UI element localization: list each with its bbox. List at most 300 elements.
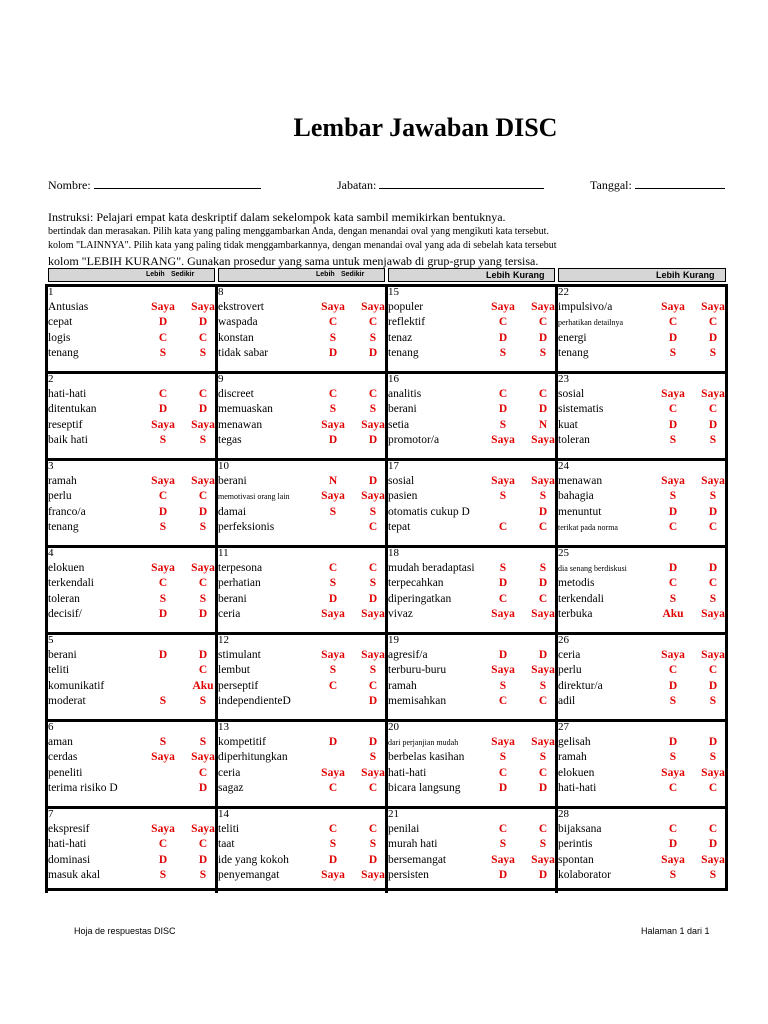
group-number: 1: [48, 286, 54, 298]
more-answer[interactable]: S: [669, 490, 677, 503]
less-answer[interactable]: D: [708, 736, 718, 748]
less-answer[interactable]: C: [538, 316, 548, 329]
more-answer[interactable]: D: [498, 403, 508, 416]
descriptor-word: ditentukan: [48, 403, 97, 416]
more-answer[interactable]: D: [668, 562, 678, 574]
less-answer[interactable]: C: [538, 388, 548, 400]
descriptor-word: menuntut: [558, 505, 602, 518]
word-row: [48, 822, 215, 837]
more-answer[interactable]: D: [158, 853, 168, 866]
less-answer[interactable]: D: [538, 331, 548, 344]
less-answer[interactable]: S: [709, 592, 717, 605]
more-answer[interactable]: S: [669, 346, 677, 359]
more-answer[interactable]: S: [159, 346, 167, 359]
word-row: [388, 474, 555, 489]
descriptor-word: vivaz: [388, 607, 413, 620]
more-answer[interactable]: S: [159, 520, 167, 533]
less-answer[interactable]: C: [708, 520, 718, 533]
more-answer[interactable]: D: [158, 316, 168, 329]
less-answer[interactable]: Saya: [701, 475, 725, 487]
more-answer[interactable]: D: [328, 433, 338, 446]
more-answer[interactable]: D: [498, 649, 508, 661]
word-row: [48, 679, 215, 694]
less-answer[interactable]: D: [198, 781, 208, 794]
less-answer[interactable]: D: [198, 316, 208, 329]
more-answer[interactable]: S: [159, 592, 167, 605]
more-answer[interactable]: S: [159, 433, 167, 446]
instructions: [48, 210, 728, 268]
less-answer[interactable]: Saya: [531, 664, 555, 677]
more-answer[interactable]: D: [498, 868, 508, 881]
less-answer[interactable]: Saya: [531, 475, 555, 487]
more-answer[interactable]: Saya: [321, 868, 345, 881]
more-answer[interactable]: D: [668, 736, 678, 748]
group-cell: [555, 458, 725, 545]
jabatan-label: Jabatan:: [337, 178, 377, 192]
more-answer[interactable]: D: [328, 736, 338, 748]
group-number: 25: [558, 547, 569, 559]
more-answer[interactable]: S: [329, 505, 337, 518]
descriptor-word: masuk akal: [48, 868, 101, 881]
more-answer[interactable]: Saya: [151, 562, 175, 574]
more-answer[interactable]: S: [329, 838, 337, 851]
more-answer[interactable]: D: [158, 607, 168, 620]
descriptor-word: mudah beradaptasi: [388, 562, 475, 574]
descriptor-word: tegas: [218, 433, 242, 446]
word-row: [558, 576, 725, 591]
less-answer[interactable]: Saya: [361, 490, 385, 503]
less-answer[interactable]: S: [539, 679, 547, 692]
less-answer[interactable]: S: [539, 751, 547, 764]
more-answer[interactable]: Saya: [321, 490, 345, 503]
more-answer[interactable]: Saya: [491, 301, 515, 313]
group-number: 3: [48, 460, 54, 472]
more-answer[interactable]: C: [668, 403, 678, 416]
header-more: Lebih: [146, 271, 165, 278]
less-answer[interactable]: C: [538, 592, 548, 605]
descriptor-word: bahagia: [558, 490, 594, 503]
less-answer[interactable]: D: [708, 505, 718, 518]
less-answer[interactable]: C: [538, 766, 548, 779]
less-answer[interactable]: S: [199, 694, 207, 707]
more-answer[interactable]: C: [328, 388, 338, 400]
descriptor-word: toleran: [558, 433, 590, 446]
less-answer[interactable]: S: [539, 346, 547, 359]
more-answer[interactable]: C: [498, 388, 508, 400]
less-answer[interactable]: S: [709, 694, 717, 707]
more-answer[interactable]: Saya: [491, 736, 515, 748]
less-answer[interactable]: C: [198, 664, 208, 677]
less-answer[interactable]: N: [538, 418, 548, 431]
word-row: [218, 300, 385, 315]
more-answer[interactable]: D: [328, 592, 338, 605]
less-answer[interactable]: D: [538, 403, 548, 416]
more-answer[interactable]: C: [668, 781, 678, 794]
group-cell: [45, 284, 215, 371]
less-answer[interactable]: Saya: [191, 475, 215, 487]
word-row: [388, 520, 555, 535]
more-answer[interactable]: C: [158, 838, 168, 851]
descriptor-word: terikat pada norma: [558, 522, 618, 532]
less-answer[interactable]: Saya: [701, 649, 725, 661]
less-answer[interactable]: C: [198, 388, 208, 400]
less-answer[interactable]: S: [369, 664, 377, 677]
descriptor-word: reflektif: [388, 316, 426, 329]
more-answer[interactable]: C: [328, 562, 338, 574]
more-answer[interactable]: C: [158, 577, 168, 590]
less-answer[interactable]: Saya: [531, 301, 555, 313]
more-answer[interactable]: Saya: [321, 607, 345, 620]
word-row: [558, 679, 725, 694]
less-answer[interactable]: D: [198, 607, 208, 620]
more-answer[interactable]: S: [499, 490, 507, 503]
less-answer[interactable]: D: [368, 475, 378, 487]
more-answer[interactable]: Saya: [151, 475, 175, 487]
less-answer[interactable]: C: [538, 520, 548, 533]
less-answer[interactable]: Aku: [192, 679, 214, 692]
more-answer[interactable]: D: [498, 331, 508, 344]
more-answer[interactable]: Saya: [491, 853, 515, 866]
more-answer[interactable]: C: [668, 577, 678, 590]
more-answer[interactable]: S: [669, 751, 677, 764]
less-answer[interactable]: D: [368, 433, 378, 446]
more-answer[interactable]: Saya: [491, 433, 515, 446]
more-answer[interactable]: C: [328, 823, 338, 835]
more-answer[interactable]: Saya: [661, 301, 685, 313]
descriptor-word: Antusias: [48, 301, 89, 313]
less-answer[interactable]: D: [368, 853, 378, 866]
more-answer[interactable]: S: [159, 694, 167, 707]
group-number: 21: [388, 808, 399, 820]
more-answer[interactable]: S: [499, 346, 507, 359]
less-answer[interactable]: C: [368, 679, 378, 692]
less-answer[interactable]: C: [708, 316, 718, 329]
more-answer[interactable]: S: [329, 403, 337, 416]
less-answer[interactable]: C: [368, 823, 378, 835]
nombre-field[interactable]: [48, 176, 261, 193]
more-answer[interactable]: N: [328, 475, 338, 487]
less-answer[interactable]: D: [538, 577, 548, 590]
less-answer[interactable]: Saya: [361, 649, 385, 661]
less-answer[interactable]: D: [708, 679, 718, 692]
descriptor-word: diperhitungkan: [218, 751, 288, 764]
word-row: [388, 837, 555, 852]
less-answer[interactable]: D: [368, 346, 378, 359]
less-answer[interactable]: Saya: [191, 751, 215, 764]
more-answer[interactable]: S: [159, 736, 167, 748]
more-answer[interactable]: C: [328, 316, 338, 329]
less-answer[interactable]: Saya: [361, 607, 385, 620]
more-answer[interactable]: C: [498, 592, 508, 605]
more-answer[interactable]: S: [669, 868, 677, 881]
less-answer[interactable]: D: [708, 331, 718, 344]
less-answer[interactable]: C: [708, 664, 718, 677]
less-answer[interactable]: D: [538, 868, 548, 881]
less-answer[interactable]: S: [199, 868, 207, 881]
less-answer[interactable]: C: [538, 694, 548, 707]
less-answer[interactable]: Saya: [361, 418, 385, 431]
less-answer[interactable]: S: [709, 433, 717, 446]
less-answer[interactable]: D: [708, 838, 718, 851]
more-answer[interactable]: Saya: [321, 418, 345, 431]
more-answer[interactable]: D: [158, 649, 168, 661]
descriptor-word: impulsivo/a: [558, 301, 613, 313]
less-answer[interactable]: S: [539, 490, 547, 503]
descriptor-word: tenang: [48, 346, 79, 359]
less-answer[interactable]: C: [538, 823, 548, 835]
more-answer[interactable]: S: [499, 751, 507, 764]
more-answer[interactable]: C: [668, 316, 678, 329]
nombre-line[interactable]: [94, 176, 261, 189]
more-answer[interactable]: S: [329, 664, 337, 677]
more-answer[interactable]: D: [328, 853, 338, 866]
word-row: [388, 648, 555, 663]
more-answer[interactable]: S: [499, 838, 507, 851]
more-answer[interactable]: C: [158, 331, 168, 344]
more-answer[interactable]: S: [499, 562, 507, 574]
descriptor-word: energi: [558, 331, 587, 344]
less-answer[interactable]: Saya: [701, 766, 725, 779]
less-answer[interactable]: D: [538, 649, 548, 661]
group-cell: [385, 632, 555, 719]
more-answer[interactable]: C: [328, 781, 338, 794]
word-row: [558, 607, 725, 622]
more-answer[interactable]: Saya: [491, 475, 515, 487]
more-answer[interactable]: Saya: [661, 766, 685, 779]
jabatan-line[interactable]: [379, 176, 544, 189]
nombre-label: Nombre:: [48, 178, 91, 192]
descriptor-word: metodis: [558, 577, 595, 590]
less-answer[interactable]: C: [198, 838, 208, 851]
less-answer[interactable]: C: [198, 490, 208, 503]
more-answer[interactable]: Saya: [661, 649, 685, 661]
word-row: [48, 750, 215, 765]
less-answer[interactable]: D: [368, 736, 378, 748]
descriptor-word: independienteD: [218, 694, 291, 707]
more-answer[interactable]: C: [668, 664, 678, 677]
less-answer[interactable]: C: [708, 403, 718, 416]
descriptor-word: bijaksana: [558, 823, 602, 835]
less-answer[interactable]: C: [368, 388, 378, 400]
more-answer[interactable]: C: [158, 388, 168, 400]
descriptor-word: taat: [218, 838, 235, 851]
word-row: [388, 402, 555, 417]
word-row: [48, 402, 215, 417]
less-answer[interactable]: S: [199, 346, 207, 359]
less-answer[interactable]: S: [539, 838, 547, 851]
word-row: [48, 561, 215, 576]
less-answer[interactable]: D: [368, 694, 378, 707]
word-row: [388, 592, 555, 607]
less-answer[interactable]: C: [708, 577, 718, 590]
page-title: Lembar Jawaban DISC: [293, 113, 558, 142]
less-answer[interactable]: Saya: [361, 301, 385, 313]
word-row: [48, 331, 215, 346]
less-answer[interactable]: C: [198, 331, 208, 344]
less-answer[interactable]: Saya: [701, 607, 725, 620]
less-answer[interactable]: C: [368, 520, 378, 533]
less-answer[interactable]: Saya: [191, 562, 215, 574]
group-number: 20: [388, 721, 399, 733]
less-answer[interactable]: Saya: [701, 388, 725, 400]
less-answer[interactable]: C: [368, 562, 378, 574]
less-answer[interactable]: S: [709, 751, 717, 764]
more-answer[interactable]: Saya: [661, 388, 685, 400]
descriptor-word: toleran: [48, 592, 80, 605]
jabatan-field[interactable]: [337, 176, 544, 193]
less-answer[interactable]: Saya: [701, 853, 725, 866]
less-answer[interactable]: S: [369, 403, 377, 416]
less-answer[interactable]: S: [369, 505, 377, 518]
more-answer[interactable]: S: [669, 433, 677, 446]
descriptor-word: reseptif: [48, 418, 83, 431]
more-answer[interactable]: D: [668, 679, 678, 692]
more-answer[interactable]: D: [158, 505, 168, 518]
less-answer[interactable]: Saya: [191, 418, 215, 431]
less-answer[interactable]: D: [368, 592, 378, 605]
more-answer[interactable]: D: [498, 781, 508, 794]
descriptor-word: elokuen: [558, 766, 595, 779]
more-answer[interactable]: D: [668, 418, 678, 431]
more-answer[interactable]: S: [329, 577, 337, 590]
less-answer[interactable]: S: [369, 331, 377, 344]
word-row: [218, 663, 385, 678]
more-answer[interactable]: S: [499, 679, 507, 692]
less-answer[interactable]: D: [198, 853, 208, 866]
tanggal-field[interactable]: [590, 176, 725, 193]
less-answer[interactable]: S: [539, 562, 547, 574]
word-row: [218, 387, 385, 402]
more-answer[interactable]: Saya: [151, 418, 175, 431]
group-number: 2: [48, 373, 54, 385]
more-answer[interactable]: S: [499, 418, 507, 431]
word-row: [388, 694, 555, 709]
word-row: [218, 853, 385, 868]
descriptor-word: moderat: [48, 694, 86, 707]
less-answer[interactable]: C: [708, 823, 718, 835]
more-answer[interactable]: C: [498, 823, 508, 835]
more-answer[interactable]: Saya: [321, 301, 345, 313]
descriptor-word: lembut: [218, 664, 250, 677]
more-answer[interactable]: C: [328, 679, 338, 692]
more-answer[interactable]: D: [498, 577, 508, 590]
less-answer[interactable]: C: [198, 577, 208, 590]
more-answer[interactable]: C: [498, 520, 508, 533]
less-answer[interactable]: S: [199, 520, 207, 533]
less-answer[interactable]: D: [538, 781, 548, 794]
less-answer[interactable]: D: [538, 505, 548, 518]
more-answer[interactable]: Saya: [661, 853, 685, 866]
descriptor-word: berani: [218, 475, 247, 487]
less-answer[interactable]: S: [709, 346, 717, 359]
descriptor-word: adil: [558, 694, 576, 707]
more-answer[interactable]: D: [668, 505, 678, 518]
more-answer[interactable]: C: [498, 316, 508, 329]
group-cell: [215, 719, 385, 806]
less-answer[interactable]: S: [709, 868, 717, 881]
column-header: [48, 268, 215, 282]
more-answer[interactable]: Saya: [491, 607, 515, 620]
descriptor-word: terbuka: [558, 607, 593, 620]
less-answer[interactable]: Saya: [191, 301, 215, 313]
descriptor-word: kompetitif: [218, 736, 266, 748]
descriptor-word: memisahkan: [388, 694, 447, 707]
descriptor-word: sosial: [558, 388, 585, 400]
tanggal-line[interactable]: [635, 176, 725, 189]
more-answer[interactable]: D: [668, 331, 678, 344]
less-answer[interactable]: C: [708, 781, 718, 794]
less-answer[interactable]: S: [709, 490, 717, 503]
less-answer[interactable]: Saya: [531, 853, 555, 866]
more-answer[interactable]: D: [668, 838, 678, 851]
descriptor-word: tenang: [558, 346, 589, 359]
answer-grid: [45, 284, 728, 891]
less-answer[interactable]: Saya: [361, 766, 385, 779]
more-answer[interactable]: C: [498, 766, 508, 779]
descriptor-word: tenang: [388, 346, 419, 359]
word-row: [388, 331, 555, 346]
more-answer[interactable]: Saya: [151, 823, 175, 835]
descriptor-word: waspada: [218, 316, 258, 329]
less-answer[interactable]: C: [198, 766, 208, 779]
more-answer[interactable]: Aku: [662, 607, 684, 620]
more-answer[interactable]: Saya: [661, 475, 685, 487]
less-answer[interactable]: S: [369, 751, 377, 764]
descriptor-word: gelisah: [558, 736, 591, 748]
group-number: 28: [558, 808, 569, 820]
more-answer[interactable]: Saya: [321, 766, 345, 779]
more-answer[interactable]: C: [158, 490, 168, 503]
less-answer[interactable]: Saya: [531, 736, 555, 748]
less-answer[interactable]: Saya: [191, 823, 215, 835]
word-row: [558, 592, 725, 607]
more-answer[interactable]: Saya: [151, 751, 175, 764]
word-row: [218, 433, 385, 448]
more-answer[interactable]: C: [668, 823, 678, 835]
more-answer[interactable]: Saya: [151, 301, 175, 313]
less-answer[interactable]: Saya: [531, 607, 555, 620]
less-answer[interactable]: Saya: [531, 433, 555, 446]
less-answer[interactable]: C: [368, 781, 378, 794]
less-answer[interactable]: D: [198, 505, 208, 518]
more-answer[interactable]: C: [668, 520, 678, 533]
more-answer[interactable]: S: [669, 592, 677, 605]
less-answer[interactable]: D: [198, 649, 208, 661]
descriptor-word: damai: [218, 505, 247, 518]
word-row: [218, 868, 385, 883]
more-answer[interactable]: S: [159, 868, 167, 881]
less-answer[interactable]: S: [199, 736, 207, 748]
less-answer[interactable]: C: [368, 316, 378, 329]
word-row: [558, 520, 725, 535]
less-answer[interactable]: D: [708, 562, 718, 574]
less-answer[interactable]: D: [708, 418, 718, 431]
more-answer[interactable]: S: [329, 331, 337, 344]
less-answer[interactable]: S: [199, 433, 207, 446]
less-answer[interactable]: D: [198, 403, 208, 416]
less-answer[interactable]: S: [199, 592, 207, 605]
more-answer[interactable]: D: [158, 403, 168, 416]
more-answer[interactable]: S: [669, 694, 677, 707]
more-answer[interactable]: D: [328, 346, 338, 359]
less-answer[interactable]: S: [369, 577, 377, 590]
less-answer[interactable]: S: [369, 838, 377, 851]
more-answer[interactable]: C: [498, 694, 508, 707]
less-answer[interactable]: Saya: [701, 301, 725, 313]
less-answer[interactable]: Saya: [361, 868, 385, 881]
more-answer[interactable]: Saya: [491, 664, 515, 677]
more-answer[interactable]: Saya: [321, 649, 345, 661]
